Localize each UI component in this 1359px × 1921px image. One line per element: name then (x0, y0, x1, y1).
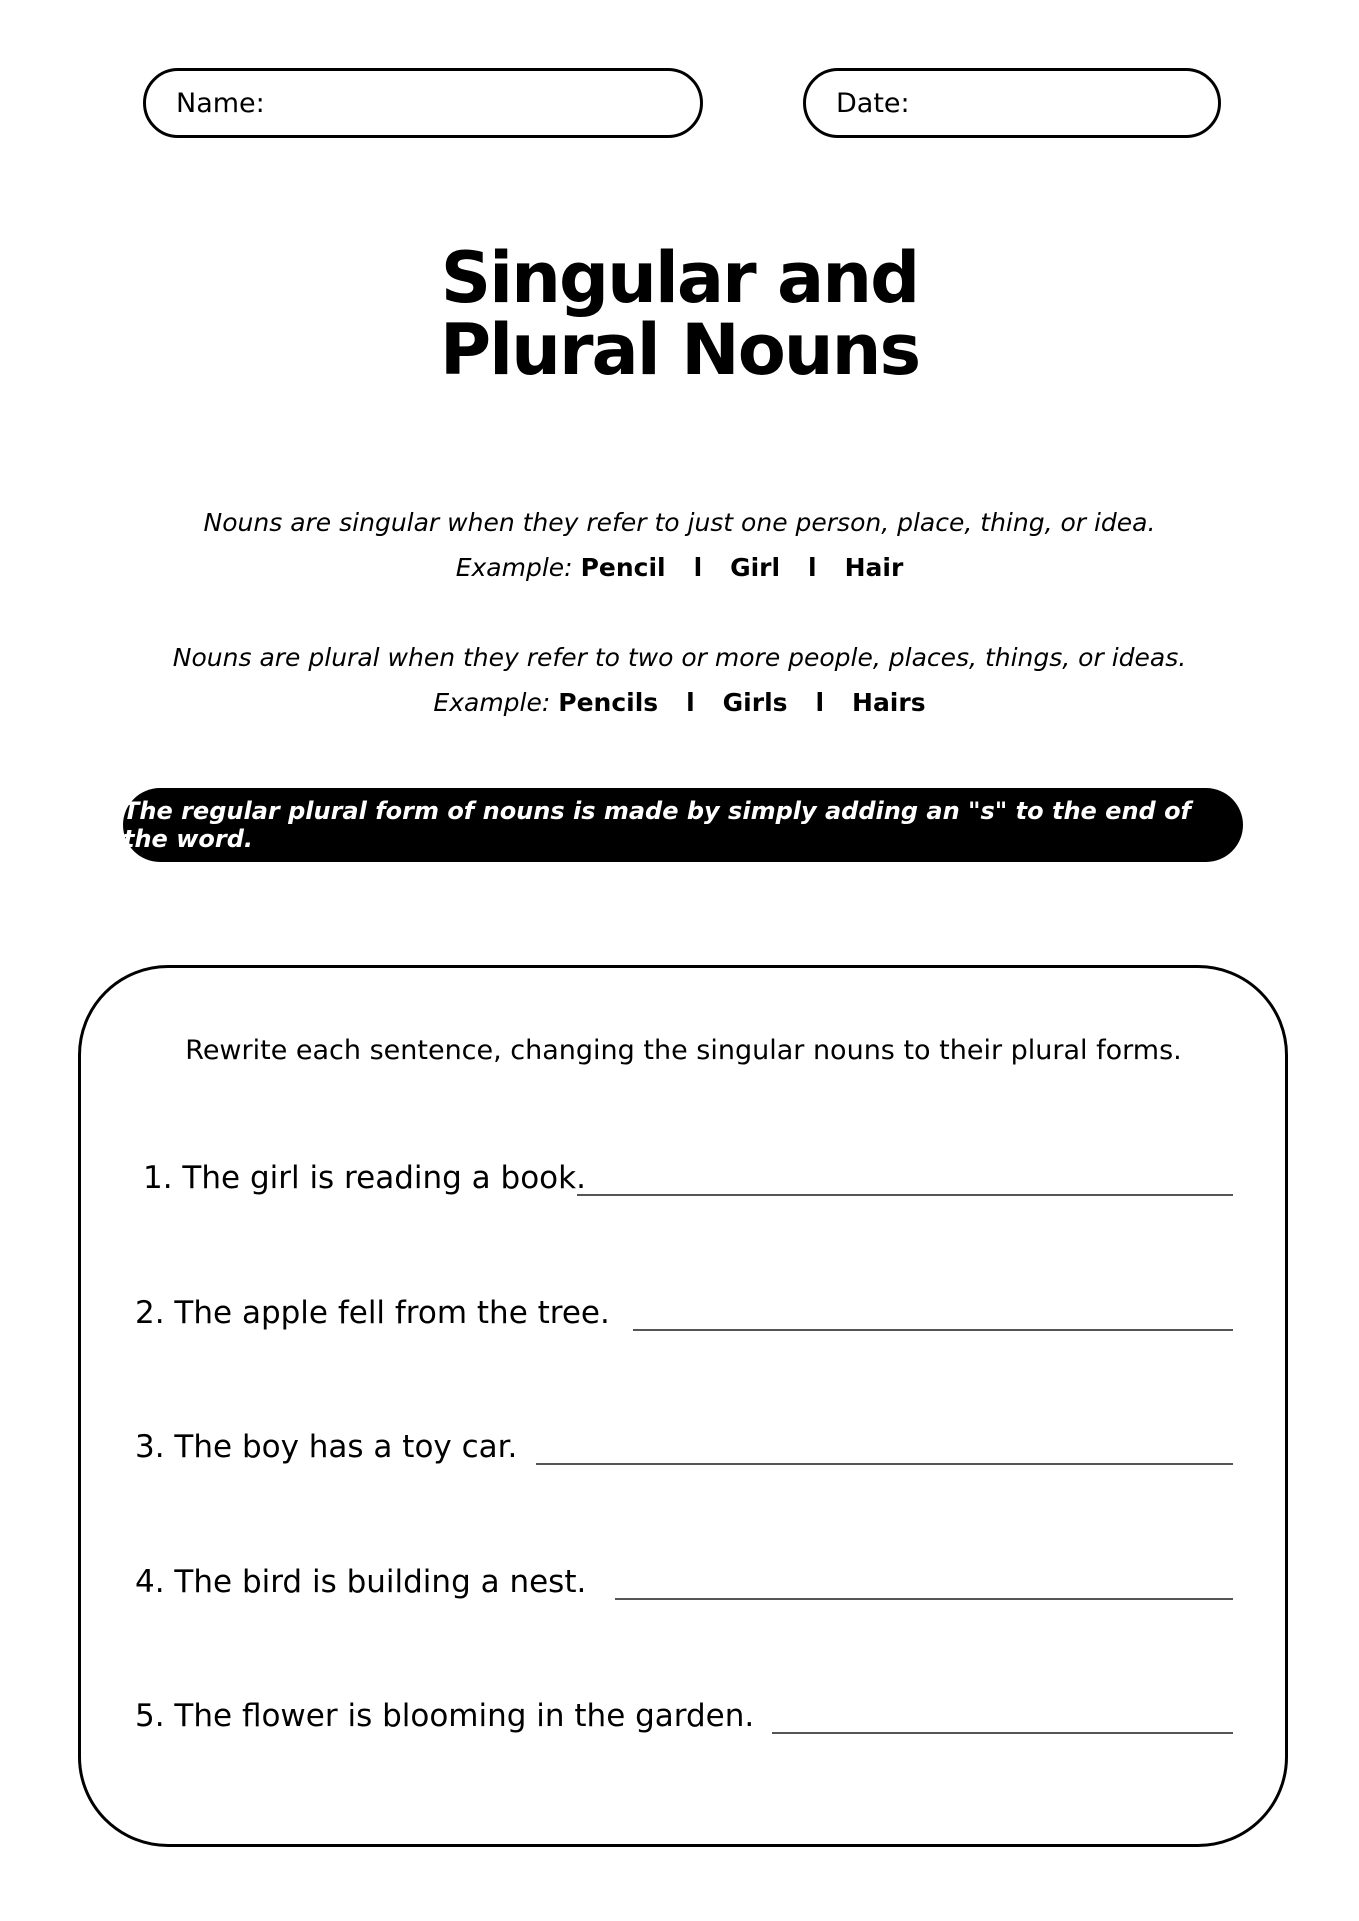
question-text: 3. The boy has a toy car. (135, 1429, 518, 1465)
plural-definition-text: Nouns are plural when they refer to two or more people, places, things, or ideas. (172, 643, 1187, 672)
answer-line[interactable] (772, 1732, 1233, 1734)
question-text: 4. The bird is building a nest. (135, 1564, 587, 1600)
singular-definition-text: Nouns are singular when they refer to just one person, place, thing, or idea. (203, 508, 1156, 537)
singular-example (0, 553, 1359, 582)
separator: l (808, 553, 817, 582)
title-line-1: Singular and (440, 237, 919, 319)
answer-line[interactable] (633, 1329, 1233, 1331)
name-field[interactable] (143, 68, 703, 138)
title-line-2: Plural Nouns (439, 309, 920, 391)
question-text: 2. The apple fell from the tree. (135, 1295, 610, 1331)
singular-example-word: Girl (730, 553, 781, 582)
plural-definition (0, 643, 1359, 672)
answer-line[interactable] (615, 1598, 1233, 1600)
question-row (135, 1698, 1235, 1742)
date-field[interactable] (803, 68, 1221, 138)
plural-example-word: Pencils (558, 688, 659, 717)
question-row (135, 1295, 1235, 1339)
plural-example-word: Girls (722, 688, 788, 717)
question-text: 5. The flower is blooming in the garden. (135, 1698, 755, 1734)
question-row (135, 1564, 1235, 1608)
page-title (0, 237, 1359, 391)
exercise-instruction: Rewrite each sentence, changing the singular nouns to their plural forms. (185, 1035, 1182, 1066)
question-row (135, 1429, 1235, 1473)
singular-example-word: Hair (844, 553, 904, 582)
separator: l (686, 688, 695, 717)
plural-example-word: Hairs (852, 688, 926, 717)
name-label: Name: (176, 87, 265, 119)
separator: l (815, 688, 825, 717)
rule-banner (123, 788, 1243, 862)
date-label: Date: (836, 87, 910, 119)
plural-example-label: Example: (433, 688, 551, 717)
question-row (135, 1160, 1235, 1204)
answer-line[interactable] (536, 1463, 1233, 1465)
singular-definition (0, 508, 1359, 537)
rule-banner-text: The regular plural form of nouns is made by simply adding an "s" to the end of the word. (123, 797, 1191, 853)
question-text: 1. The girl is reading a book. (143, 1160, 586, 1196)
answer-line[interactable] (577, 1194, 1233, 1196)
singular-example-word: Pencil (580, 553, 666, 582)
plural-example (0, 688, 1359, 717)
singular-example-label: Example: (455, 553, 573, 582)
separator: l (693, 553, 703, 582)
